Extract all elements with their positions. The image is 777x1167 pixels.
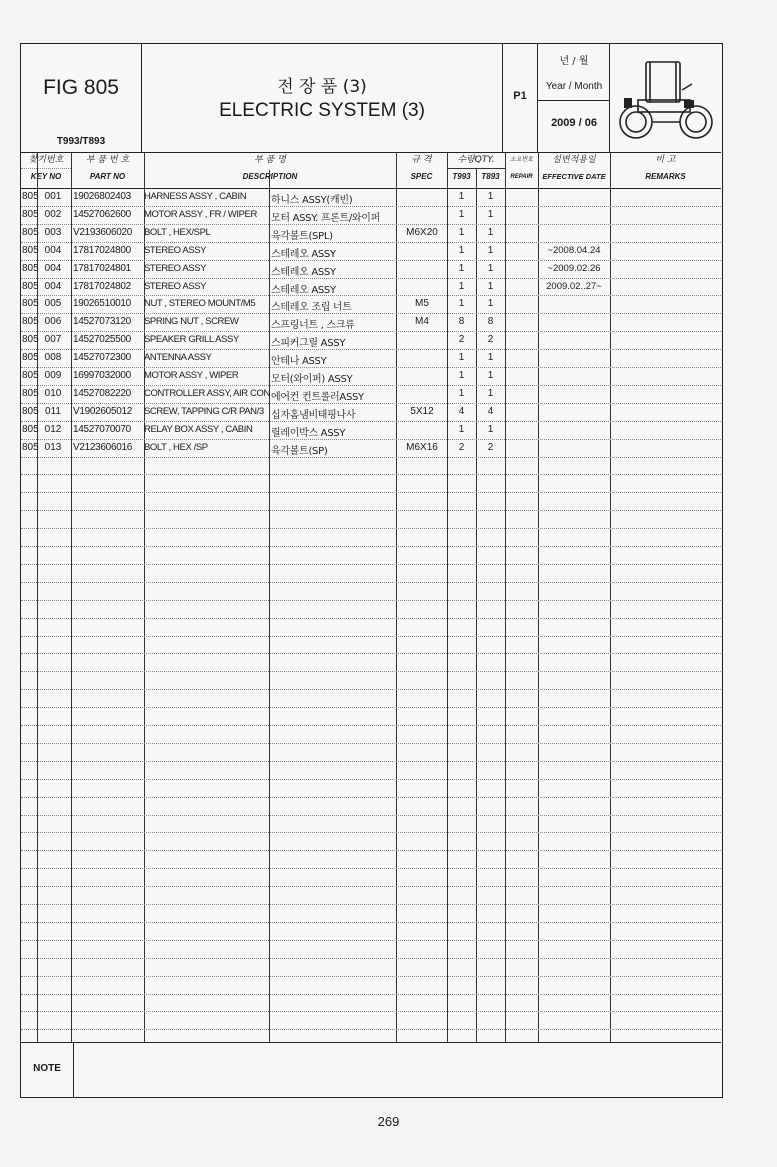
qty-t893: 1: [487, 298, 494, 310]
qty-t993: 8: [458, 316, 465, 328]
row-rule: [21, 832, 721, 833]
part-number: 19026802403: [73, 191, 131, 202]
qty-t893: 1: [487, 387, 494, 399]
fig-number: 805: [22, 387, 39, 399]
parts-sheet: [20, 43, 723, 1098]
year-month-cell: [538, 44, 610, 152]
part-number: 19026510010: [73, 298, 131, 310]
row-rule: [21, 546, 721, 547]
item-number: 011: [45, 405, 61, 417]
row-rule: [21, 922, 721, 923]
row-rule: [21, 1011, 721, 1012]
col-desc-kr: 부 품 명: [254, 155, 286, 165]
row-rule: [21, 797, 721, 798]
year-month-value: 2009 / 06: [551, 117, 597, 129]
part-number: 14527062600: [73, 208, 131, 220]
row-rule: [21, 886, 721, 887]
note-label: NOTE: [33, 1063, 61, 1074]
row-rule: [21, 743, 721, 744]
description: SPEAKER GRILL ASSY: [144, 334, 239, 346]
row-rule: [21, 850, 721, 851]
fig-number: 805: [22, 226, 39, 238]
col-part: [71, 152, 144, 186]
qty-t893: 2: [487, 334, 494, 346]
description: BOLT , HEX/SPL: [144, 226, 211, 238]
qty-t893: 4: [487, 405, 494, 417]
description: ANTENNA ASSY: [144, 352, 212, 364]
item-number: 002: [44, 208, 62, 220]
item-number: 005: [44, 298, 62, 310]
page-label: P1: [513, 90, 527, 102]
table-row: [21, 278, 721, 296]
description-korean: 모터 ASSY. 프론트/와이퍼: [271, 212, 381, 224]
row-rule: [21, 725, 721, 726]
row-rule: [21, 492, 721, 493]
col-qty-kr: 수량QTY.: [457, 155, 495, 165]
spec: 5X12: [410, 405, 434, 417]
row-rule: [21, 582, 721, 583]
title-english: ELECTRIC SYSTEM (3): [219, 100, 425, 121]
qty-t993: 1: [458, 226, 465, 238]
item-number: 001: [44, 191, 62, 202]
qty-t893: 1: [487, 244, 494, 256]
qty-t893: 1: [487, 191, 494, 202]
description-korean: 스테레오 ASSY: [271, 248, 336, 260]
row-rule: [21, 904, 721, 905]
description-korean: 스테레오 ASSY: [271, 266, 336, 278]
row-rule: [21, 958, 721, 959]
spec: M6X16: [406, 441, 438, 453]
row-rule: [21, 994, 721, 995]
table-row: [21, 313, 721, 331]
qty-t993: 1: [458, 280, 465, 292]
qty-t893: 2: [487, 441, 494, 453]
qty-t993: 2: [458, 334, 465, 346]
part-number: 14527082220: [73, 387, 131, 399]
note-divider: [73, 1043, 74, 1097]
spec: M4: [415, 316, 429, 328]
row-rule: [21, 940, 721, 941]
note-area: [21, 1042, 721, 1097]
fig-number: 805: [22, 441, 39, 453]
qty-t893: 1: [487, 226, 494, 238]
row-rule: [21, 528, 721, 529]
row-rule: [21, 707, 721, 708]
fig-number: 805: [22, 316, 39, 328]
item-number: 008: [44, 352, 62, 364]
item-number: 012: [44, 423, 62, 435]
description-korean: 스테레오 조립 너트: [271, 302, 352, 314]
spec: M6X20: [406, 226, 438, 238]
table-row: [21, 349, 721, 367]
qty-t893: 8: [487, 316, 494, 328]
description: SCREW, TAPPING C/R PAN/3: [144, 405, 264, 417]
qty-t993: 4: [458, 405, 465, 417]
table-row: [21, 439, 721, 457]
col-repair: [505, 152, 538, 186]
description: MOTOR ASSY , WIPER: [144, 370, 239, 381]
description-korean: 모터(와이퍼) ASSY: [271, 374, 353, 385]
page-number: 269: [377, 1114, 400, 1129]
fig-number: 805: [22, 352, 39, 364]
part-number: 17817024801: [73, 262, 131, 274]
qty-t993: 1: [458, 208, 465, 220]
part-number: 14527070070: [73, 423, 131, 435]
qty-t993: 1: [458, 352, 465, 364]
row-rule: [21, 689, 721, 690]
fig-number: 805: [22, 208, 39, 220]
effective-date: ~2009.02.26: [547, 262, 601, 274]
effective-date: ~2008.04.24: [547, 244, 601, 256]
part-number: 17817024800: [73, 244, 131, 256]
qty-t993: 1: [458, 244, 465, 256]
part-number: 14527073120: [73, 316, 131, 328]
part-number: V2123606016: [73, 441, 132, 453]
key-divider: [21, 168, 71, 169]
row-rule: [21, 976, 721, 977]
description: STEREO ASSY: [144, 244, 207, 256]
spec: M5: [415, 298, 429, 310]
col-spec-kr: 규 격: [411, 155, 432, 165]
description: MOTOR ASSY , FR / WIPER: [144, 208, 257, 220]
table-row: [21, 188, 721, 206]
part-number: 17817024802: [73, 280, 131, 292]
qty-t993: 1: [458, 423, 465, 435]
fig-number: 805: [22, 423, 39, 435]
description-korean: 하니스 ASSY(캐빈): [271, 195, 353, 206]
table-row: [21, 331, 721, 349]
col-remarks-en: REMARKS: [645, 172, 686, 181]
part-number: V1902605012: [73, 405, 132, 417]
page-cell: [503, 44, 538, 152]
item-number: 013: [44, 441, 62, 453]
col-part-en: PART NO: [89, 172, 126, 181]
col-spec-en: SPEC: [410, 172, 433, 181]
tractor-icon: [612, 50, 718, 148]
fig-number: 805: [22, 298, 39, 310]
part-number: 16997032000: [73, 370, 131, 381]
row-rule: [21, 474, 721, 475]
row-rule: [21, 618, 721, 619]
fig-number: 805: [22, 280, 39, 292]
part-number: V2193606020: [73, 226, 132, 238]
table-row: [21, 224, 721, 242]
fig-number: 805: [22, 405, 39, 417]
sheet-header: [21, 44, 721, 153]
description: STEREO ASSY: [144, 280, 207, 292]
description-korean: 스프링너트 , 스크류: [271, 320, 355, 332]
description-korean: 스피커그릴 ASSY: [271, 338, 346, 350]
table-row: [21, 242, 721, 260]
col-qty-t993-label: T993: [452, 172, 471, 181]
year-month-english: Year / Month: [545, 81, 603, 92]
qty-t893: 1: [487, 280, 494, 292]
row-rule: [21, 564, 721, 565]
table-row: [21, 295, 721, 313]
qty-t893: 1: [487, 262, 494, 274]
description: SPRING NUT , SCREW: [144, 316, 239, 328]
description-korean: 육각볼트(SPL): [271, 230, 333, 242]
description-korean: 릴레이박스 ASSY: [271, 427, 346, 439]
description-korean: 에어컨 컨트롤러ASSY: [271, 391, 364, 403]
description: STEREO ASSY: [144, 262, 207, 274]
fig-number: 805: [22, 191, 39, 202]
col-remarks: [610, 152, 721, 186]
item-number: 003: [44, 226, 62, 238]
item-number: 004: [44, 244, 62, 256]
description: CONTROLLER ASSY, AIR CON: [144, 387, 270, 399]
tractor-cell: [610, 44, 721, 152]
col-qty: [447, 152, 505, 168]
item-number: 004: [44, 280, 62, 292]
qty-t993: 1: [458, 387, 465, 399]
description-korean: 스테레오 ASSY: [271, 284, 336, 296]
description: NUT , STEREO MOUNT/M5: [144, 298, 256, 310]
col-effective-kr: 설변적용일: [552, 155, 596, 165]
row-rule: [21, 671, 721, 672]
figure-number: FIG 805: [43, 76, 119, 99]
col-part-kr: 부 품 번 호: [85, 155, 130, 165]
col-desc-en: DESCRIPTION: [242, 172, 298, 181]
description-korean: 안테나 ASSY: [271, 356, 327, 368]
qty-t893: 1: [487, 370, 494, 381]
col-repair-en: REPAIR: [510, 174, 533, 180]
table-row: [21, 260, 721, 278]
effective-date: 2009.02..27~: [546, 280, 602, 292]
col-desc: [144, 152, 396, 186]
part-number: 14527025500: [73, 334, 131, 346]
qty-t893: 1: [487, 423, 494, 435]
qty-t993: 1: [458, 191, 465, 202]
fig-number: 805: [22, 370, 39, 381]
col-qty-t893-label: T893: [481, 172, 500, 181]
col-remarks-kr: 비 고: [655, 155, 676, 165]
row-rule: [21, 761, 721, 762]
table-row: [21, 421, 721, 439]
col-effective-en: EFFECTIVE DATE: [542, 172, 606, 181]
col-effective: [538, 152, 610, 186]
qty-t993: 1: [458, 262, 465, 274]
description-korean: 육각볼트(SP): [271, 445, 328, 457]
row-rule: [21, 868, 721, 869]
item-number: 007: [44, 334, 62, 346]
table-row: [21, 403, 721, 421]
qty-t993: 1: [458, 370, 465, 381]
qty-divider: [447, 168, 505, 169]
fig-number: 805: [22, 262, 39, 274]
row-rule: [21, 600, 721, 601]
row-rule: [21, 815, 721, 816]
item-number: 009: [44, 370, 62, 381]
col-qty-t993: [447, 168, 476, 186]
title-korean: 전 장 품 (3): [277, 77, 367, 97]
row-rule: [21, 653, 721, 654]
description: BOLT , HEX /SP: [144, 441, 208, 453]
fig-cell: [21, 44, 142, 152]
qty-t993: 1: [458, 298, 465, 310]
title-cell: [142, 44, 503, 152]
row-rule: [21, 510, 721, 511]
description: HARNESS ASSY , CABIN: [144, 191, 247, 202]
row-rule: [21, 457, 721, 458]
table-row: [21, 367, 721, 385]
qty-t893: 1: [487, 208, 494, 220]
col-key-en: KEY NO: [30, 172, 62, 181]
row-rule: [21, 636, 721, 637]
row-rule: [21, 779, 721, 780]
year-month-divider: [538, 100, 610, 101]
qty-t893: 1: [487, 352, 494, 364]
item-number: 010: [44, 387, 62, 399]
model-label: T993/T893: [56, 136, 106, 147]
col-key: [21, 152, 71, 186]
fig-number: 805: [22, 334, 39, 346]
qty-t993: 2: [458, 441, 465, 453]
row-rule: [21, 1029, 721, 1030]
description-korean: 십자홈냄비태핑나사: [271, 409, 356, 421]
part-number: 14527072300: [73, 352, 131, 364]
col-key-kr: 찾기번호: [28, 155, 64, 165]
table-row: [21, 385, 721, 403]
year-month-korean: 년 / 월: [559, 56, 589, 67]
col-qty-t893: [476, 168, 505, 186]
item-number: 006: [44, 316, 62, 328]
item-number: 004: [44, 262, 62, 274]
col-spec: [396, 152, 447, 186]
fig-number: 805: [22, 244, 39, 256]
column-headers: [21, 152, 721, 189]
description: RELAY BOX ASSY , CABIN: [144, 423, 253, 435]
col-repair-kr: 소요번호: [509, 156, 534, 163]
table-row: [21, 206, 721, 224]
